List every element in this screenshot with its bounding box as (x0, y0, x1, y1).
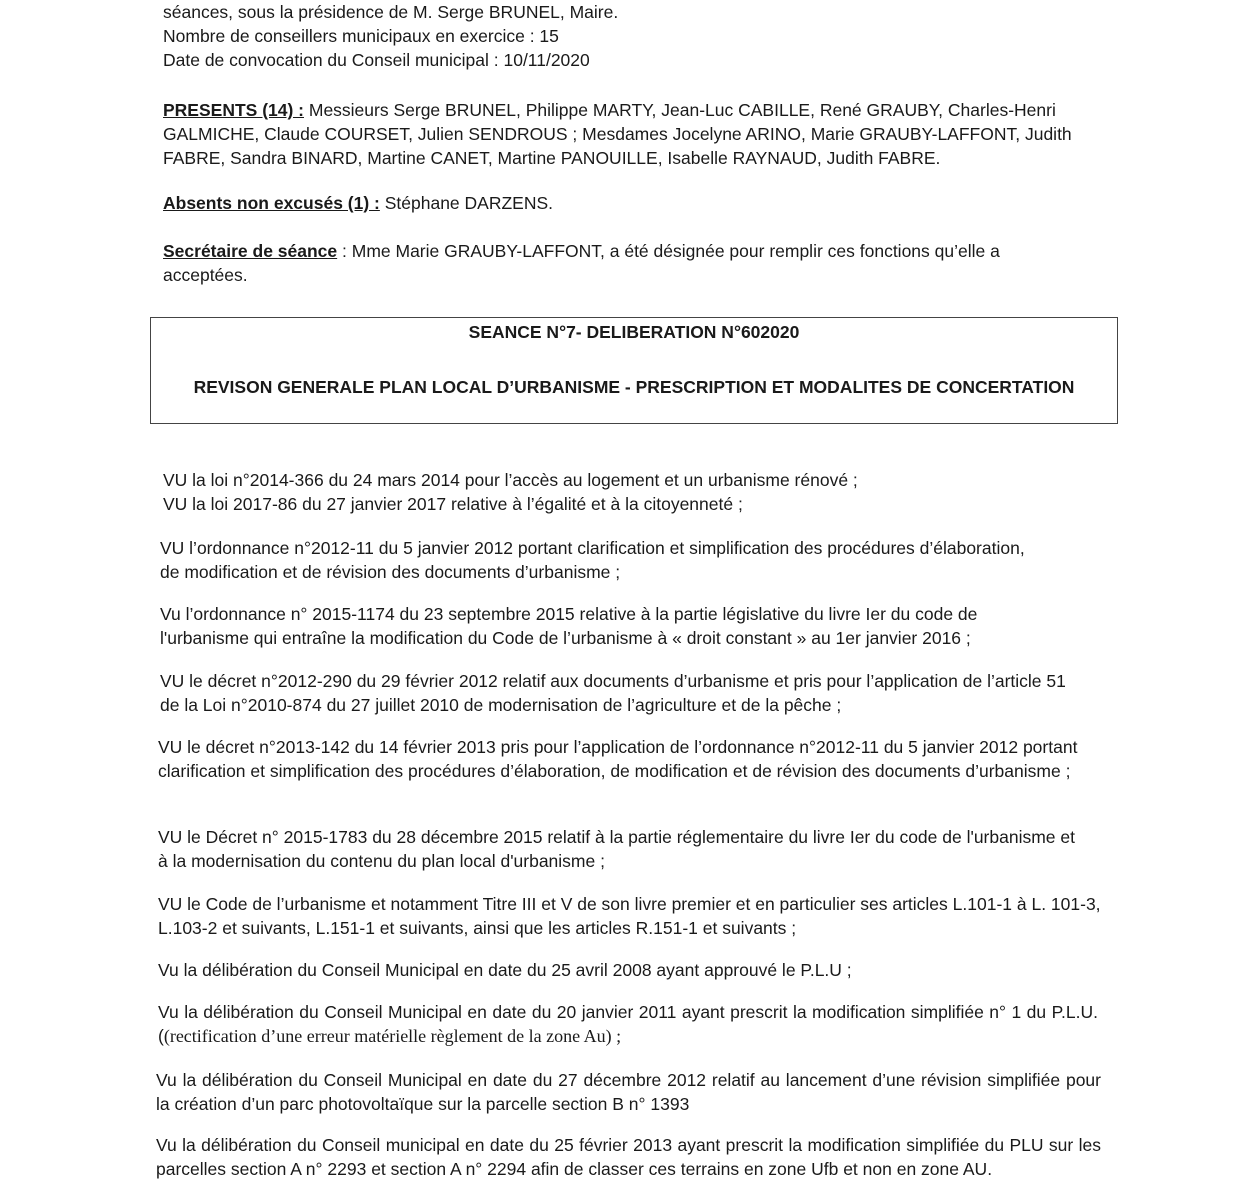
presents-label: PRESENTS (14) : (163, 100, 304, 120)
vu-ordonnance-2012: VU l’ordonnance n°2012-11 du 5 janvier 2012 portant clarification et simplification des procédures d’élaboration, de modification et de révision des documents d’urbanisme ; (160, 538, 1025, 582)
vu-code-urbanisme: VU le Code de l’urbanisme et notamment Titre III et V de son livre premier et en particulier ses articles L.101-1 à L. 101-3, L.103-2 et suivants, L.151-1 et suivants, ainsi que les articles R.151-1 et suivants ; (158, 894, 1101, 938)
presents-text: Messieurs Serge BRUNEL, Philippe MARTY, Jean-Luc CABILLE, René GRAUBY, Charles-Henri GALMICHE, Claude COURSET, Julien SENDROUS ; Mesdames Jocelyne ARINO, Marie GRAUBY-LAFFONT, Judith FABRE, Sandra BINARD, Martine CANET, Martine PANOUILLE, Isabelle RAYNAUD, Judith FABRE. (163, 100, 1072, 168)
header-line-convocation: Date de convocation du Conseil municipal : 10/11/2020 (163, 50, 590, 70)
deliberation-2011-detail: (rectification d’une erreur matérielle règlement de la zone Au) ; (163, 1026, 622, 1046)
revision-title: REVISON GENERALE PLAN LOCAL D’URBANISME - PRESCRIPTION ET MODALITES DE CONCERTATION (193, 377, 1075, 397)
vu-deliberation-2008: Vu la délibération du Conseil Municipal en date du 25 avril 2008 ayant approuvé le P.L.U ; (158, 960, 852, 980)
presents-paragraph (163, 98, 1098, 170)
vu-deliberation-2011 (158, 1000, 1098, 1048)
vu-ordonnance-2015: Vu l’ordonnance n° 2015-1174 du 23 septembre 2015 relative à la partie législative du livre Ier du code de l'urbanisme qui entraîne la modification du Code de l’urbanisme à « droit constant » au 1er janvier 2016 ; (160, 604, 978, 648)
absents-text: Stéphane DARZENS. (379, 193, 554, 213)
vu-deliberation-2012: Vu la délibération du Conseil Municipal en date du 27 décembre 2012 relatif au lancement d’une révision simplifiée pour la création d’un parc photovoltaïque sur la parcelle section B n° 1393 (156, 1070, 1101, 1114)
secretaire-text: : Mme Marie GRAUBY-LAFFONT, a été désignée pour remplir ces fonctions qu’elle a acceptées. (163, 241, 1000, 285)
header-line-conseillers: Nombre de conseillers municipaux en exercice : 15 (163, 26, 559, 46)
absents-label: Absents non excusés (1) : (163, 193, 380, 213)
vu-loi-2014: VU la loi n°2014-366 du 24 mars 2014 pour l’accès au logement et un urbanisme rénové ; (163, 470, 858, 490)
vu-deliberation-2013: Vu la délibération du Conseil municipal en date du 25 février 2013 ayant prescrit la modification simplifiée du PLU sur les parcelles section A n° 2293 et section A n° 2294 afin de classer ces terrains en zone Ufb et non en zone AU. (156, 1135, 1101, 1179)
vu-decret-2012: VU le décret n°2012-290 du 29 février 2012 relatif aux documents d’urbanisme et pris pour l’application de l’article 51 de la Loi n°2010-874 du 27 juillet 2010 de modernisation de l’agriculture et de la pêche ; (160, 671, 1066, 715)
absents-paragraph (163, 191, 1113, 215)
deliberation-title-box (150, 317, 1118, 424)
vu-decret-2015: VU le Décret n° 2015-1783 du 28 décembre 2015 relatif à la partie réglementaire du livre Ier du code de l'urbanisme et à la modernisation du contenu du plan local d'urbanisme ; (158, 827, 1075, 871)
vu-decret-2013: VU le décret n°2013-142 du 14 février 2013 pris pour l’application de l’ordonnance n°2012-11 du 5 janvier 2012 portant clarification et simplification des procédures d’élaboration, de modification et de révision des documents d’urbanisme ; (158, 737, 1078, 781)
secretaire-label: Secrétaire de séance (163, 241, 338, 261)
secretaire-paragraph (163, 239, 1063, 287)
seance-title: SEANCE N°7- DELIBERATION N°602020 (468, 322, 800, 342)
vu-loi-2017: VU la loi 2017-86 du 27 janvier 2017 relative à l’égalité et à la citoyenneté ; (163, 494, 743, 514)
deliberation-2011-text: Vu la délibération du Conseil Municipal en date du 20 janvier 2011 ayant prescrit la modification simplifiée n° 1 du P.L.U. ( (158, 1002, 1098, 1046)
header-line-seances: séances, sous la présidence de M. Serge BRUNEL, Maire. (163, 2, 619, 22)
